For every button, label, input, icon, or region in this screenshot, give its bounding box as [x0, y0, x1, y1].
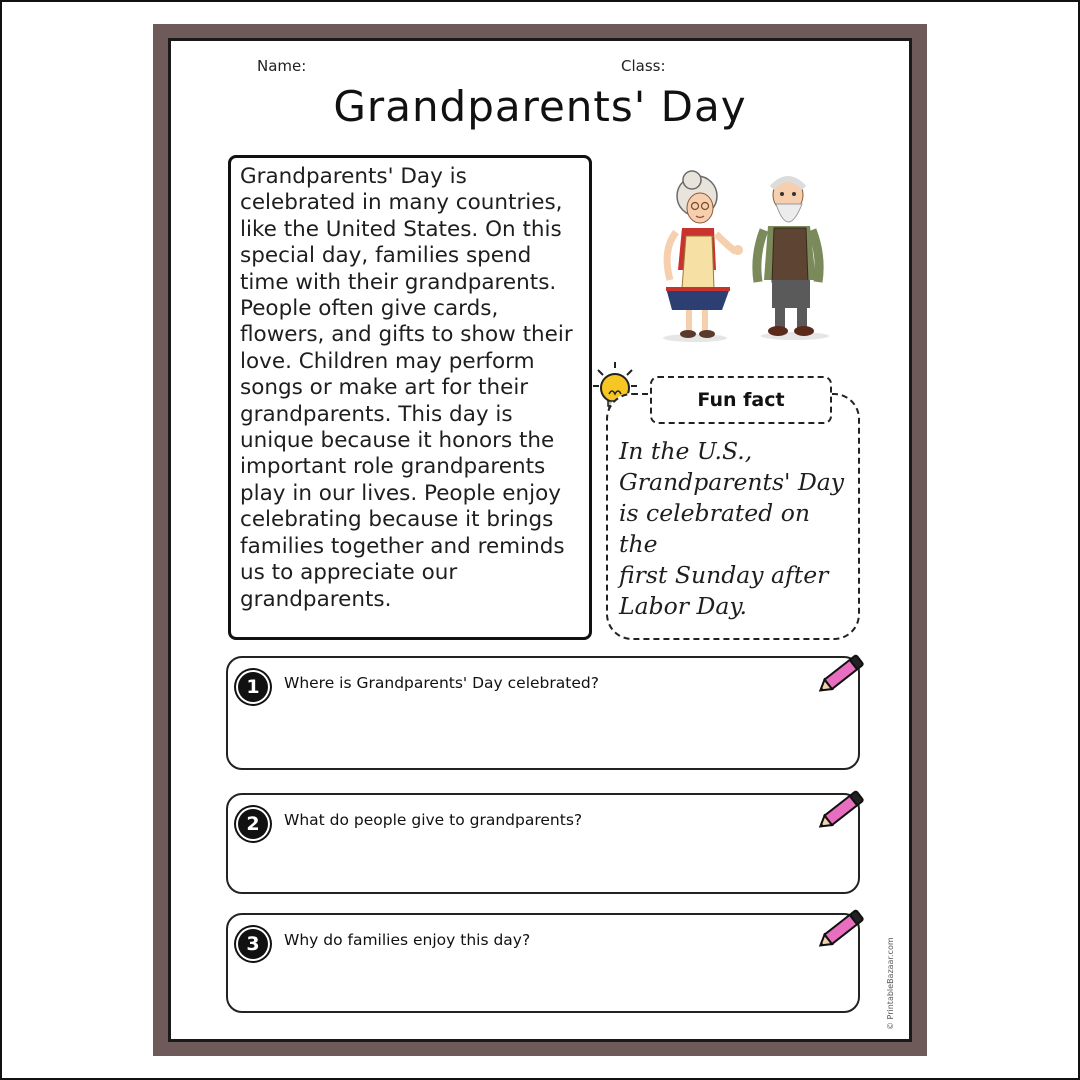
pencil-icon: [818, 904, 870, 950]
reading-passage: [228, 155, 592, 640]
passage-text: Grandparents' Day is celebrated in many countries, like the United States. On this special day, families spend time with their grandparents. People often give cards, flowers, and gifts to show their love. Children may perform songs or make art for their grandparents. This day is unique because it honors the important role grandparents play in our lives. People enjoy celebrating because it brings families together and reminds us to appreciate our grandparents.: [240, 164, 573, 612]
page-title: Grandparents' Day: [333, 82, 747, 131]
question-3-box[interactable]: [226, 913, 860, 1013]
question-text: Why do families enjoy this day?: [284, 931, 531, 949]
name-label: Name:: [257, 57, 307, 75]
question-number-badge: 2: [238, 809, 268, 839]
question-text: What do people give to grandparents?: [284, 811, 583, 829]
grandparents-illustration-icon: [650, 170, 840, 345]
question-1-box[interactable]: [226, 656, 860, 770]
question-number-badge: 3: [238, 929, 268, 959]
pencil-icon: [818, 785, 870, 831]
fun-fact-text: In the U.S., Grandparents' Day is celebrated on the first Sunday after Labor Day.: [619, 437, 845, 620]
watermark: © PrintableBazaar.com: [886, 937, 895, 1030]
pencil-icon: [818, 649, 870, 695]
class-label: Class:: [621, 57, 666, 75]
question-number-badge: 1: [238, 672, 268, 702]
question-text: Where is Grandparents' Day celebrated?: [284, 674, 599, 692]
fun-fact-heading: Fun fact: [650, 376, 832, 424]
question-2-box[interactable]: [226, 793, 860, 894]
